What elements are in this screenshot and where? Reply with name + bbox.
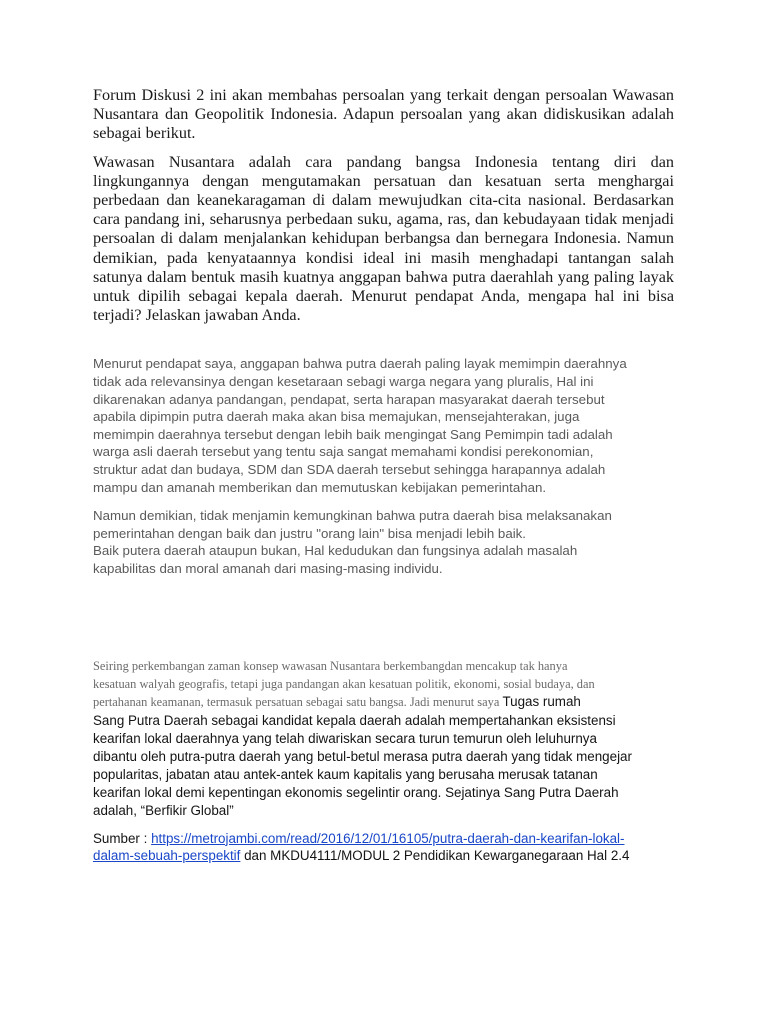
source-tail: dan MKDU4111/MODUL 2 Pendidikan Kewarganegaraan Hal 2.4 xyxy=(240,848,630,864)
source-link[interactable]: https://metrojambi.com/read/2016/12/01/16105/putra-daerah-dan-kearifan-lokal- dalam-sebuah-perspektif xyxy=(93,830,625,864)
conclusion-paragraph xyxy=(93,657,674,820)
answer-paragraph-2: Namun demikian, tidak menjamin kemungkinan bahwa putra daerah bisa melaksanakan pemerintahan dengan baik dan justru "orang lain" bisa menjadi lebih baik. xyxy=(93,508,612,541)
conclusion-serif-text: Seiring perkembangan zaman konsep wawasan Nusantara berkembangdan mencakup tak hanya kesatuan walyah geografis, tetapi juga pandangan akan kesatuan politik, ekonomi, sosial budaya, dan pertahanan keamanan, termasuk persatuan sebagai satu bangsa. Jadi menurut saya xyxy=(93,658,595,710)
source-label: Sumber : xyxy=(93,830,152,846)
document-page xyxy=(93,86,674,865)
question-paragraph: Wawasan Nusantara adalah cara pandang bangsa Indonesia tentang diri dan lingkungannya dengan mengutamakan persatuan dan kesatuan serta menghargai perbedaan dan keanekaragaman di dalam mewujudkan cita-cita nasional. Berdasarkan cara pandang ini, seharusnya perbedaan suku, agama, ras, dan kebudayaan tidak menjadi persoalan di dalam menjalankan kehidupan berbangsa dan bernegara Indonesia. Namun demikian, pada kenyataannya kondisi ideal ini masih menghadapi tantangan salah satunya dalam bentuk masih kuatnya anggapan bahwa putra daerahlah yang paling layak untuk dipilih sebagai kepala daerah. Menurut pendapat Anda, mengapa hal ini bisa terjadi? Jelaskan jawaban Anda. xyxy=(93,152,674,325)
answer-paragraph-3: Baik putera daerah ataupun bukan, Hal kedudukan dan fungsinya adalah masalah kapabilitas dan moral amanah dari masing-masing individu. xyxy=(93,543,578,576)
source-citation xyxy=(93,830,674,865)
intro-paragraph: Forum Diskusi 2 ini akan membahas persoalan yang terkait dengan persoalan Wawasan Nusantara dan Geopolitik Indonesia. Adapun persoalan yang akan didiskusikan adalah sebagai berikut. xyxy=(93,86,674,143)
answer-paragraph-1: Menurut pendapat saya, anggapan bahwa putra daerah paling layak memimpin daerahnya tidak ada relevansinya dengan kesetaraan sebagi warga negara yang pluralis, Hal ini dikarenakan adanya pandangan, pendapat, serta harapan masyarakat daerah tersebut apabila dipimpin putra daerah maka akan bisa memajukan, mensejahterakan, juga memimpin daerahnya tersebut dengan lebih baik mengingat Sang Pemimpin tadi adalah warga asli daerah tersebut yang tentu saja sangat memahami kondisi perekonomian, struktur adat dan budaya, SDM dan SDA daerah tersebut sehingga harapannya adalah mampu dan amanah memberikan dan memutuskan kebijakan pemerintahan. xyxy=(93,356,627,495)
conclusion-sans-text: Tugas rumah Sang Putra Daerah sebagai kandidat kepala daerah adalah mempertahankan eksistensi kearifan lokal daerahnya yang telah diwariskan secara turun temurun oleh leluhurnya dibantu oleh putra-putra daerah yang betul-betul merasa putra daerah yang tidak mengejar popularitas, jabatan atau antek-antek kaum kapitalis yang berusaha merusak tatanan kearifan lokal demi kepentingan ekonomis segelintir orang. Sejatinya Sang Putra Daerah adalah, “Berfikir Global” xyxy=(93,694,632,818)
